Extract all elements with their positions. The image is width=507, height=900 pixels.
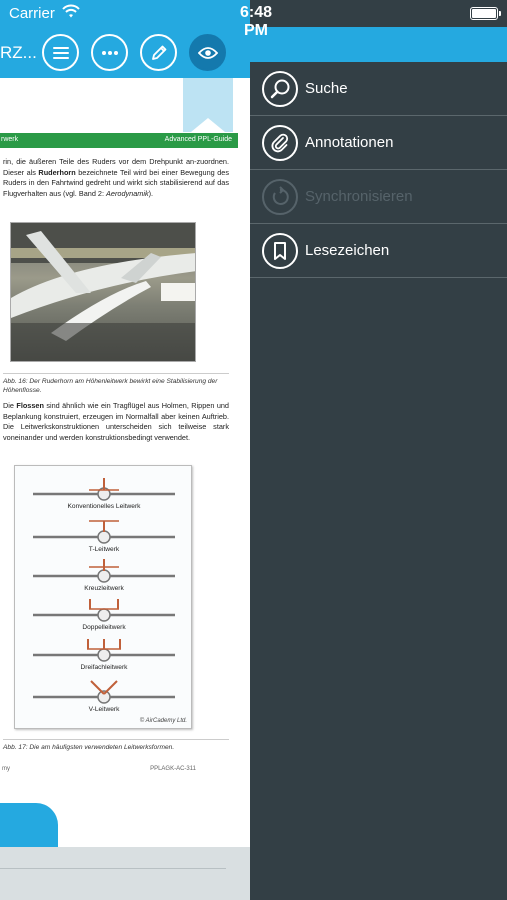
v-tail-drawing	[33, 681, 175, 703]
menu-item-label: Annotationen	[305, 134, 394, 151]
paragraph-ruderhorn: rin, die äußeren Teile des Ruders vor dem Drehpunkt an-zuordnen. Dieser als Ruderhorn bezeichnete Teil wird bei einer Bewegung des Ruders in den Fahrtwind gedreht und wirkt sich stabilisierend auf das Flugverhalten aus (vgl. Band 2: Aerodynamik).	[3, 157, 230, 198]
list-icon	[52, 46, 70, 60]
diagram-label: Kreuzleitwerk	[84, 585, 124, 592]
sync-icon	[262, 179, 298, 215]
page-header-book: Advanced PPL-Guide	[164, 136, 232, 143]
wifi-icon	[62, 4, 80, 22]
view-mode-button[interactable]	[189, 34, 226, 71]
bookmark-ribbon[interactable]	[183, 78, 233, 132]
pencil-icon	[150, 44, 168, 62]
status-bar	[0, 0, 507, 39]
paragraph-flossen: Die Flossen sind ähnlich wie ein Tragflügel aus Holmen, Rippen und Beplankung konstruiert, erzeugen im Normalfall aber keinen Auftrieb. Die Leitwerkskonstruktionen unterscheiden sich teilweise stark voneinander und werden konstruktionsbedingt verwendet.	[3, 401, 229, 442]
menu-header	[250, 27, 507, 62]
page-footer-code: PPLAGK-AC-311	[150, 766, 196, 772]
menu-item-sync[interactable]	[250, 170, 507, 224]
diagram-label: Konventionelles Leitwerk	[67, 503, 141, 510]
menu-item-search[interactable]	[250, 62, 507, 116]
diagram-label: Doppelleitwerk	[82, 624, 126, 631]
carrier-label: Carrier	[9, 5, 55, 22]
diagram-label: T-Leitwerk	[88, 546, 120, 553]
side-menu	[250, 0, 507, 900]
document-panel	[0, 0, 250, 900]
edit-button[interactable]	[140, 34, 177, 71]
menu-item-label: Synchronisieren	[305, 188, 413, 205]
list-button[interactable]	[42, 34, 79, 71]
t-tail-drawing	[33, 521, 175, 543]
more-button[interactable]	[91, 34, 128, 71]
next-page-area	[0, 847, 250, 900]
figure-caption-16: Abb. 16: Der Ruderhorn am Höhenleitwerk bewirkt eine Stabilisierung der Höhenflosse.	[3, 373, 229, 395]
tail-types-diagram	[14, 465, 192, 729]
search-icon	[262, 71, 298, 107]
battery-icon	[470, 7, 498, 20]
page-footer	[0, 766, 238, 776]
eye-icon	[198, 46, 218, 60]
triple-tail-drawing	[33, 639, 175, 661]
menu-item-annotations[interactable]	[250, 116, 507, 170]
clock: 6:48 PM	[239, 4, 273, 39]
twin-tail-drawing	[33, 599, 175, 621]
page-tab[interactable]	[0, 803, 58, 847]
cross-tail-drawing	[33, 559, 175, 582]
menu-item-label: Lesezeichen	[305, 242, 390, 259]
document-title[interactable]: RZ...	[0, 43, 37, 62]
more-icon	[101, 50, 119, 56]
paperclip-icon	[262, 125, 298, 161]
diagram-label: Dreifachleitwerk	[80, 664, 128, 671]
diagram-label: V-Leitwerk	[88, 706, 120, 713]
page-header-chapter: rwerk	[1, 136, 19, 143]
page-header	[0, 133, 238, 148]
diagram-copyright: © AirCademy Ltd.	[139, 718, 187, 724]
menu-item-label: Suche	[305, 80, 348, 97]
conventional-tail-drawing	[33, 478, 175, 500]
menu-item-bookmarks[interactable]	[250, 224, 507, 278]
figure-caption-17: Abb. 17: Die am häufigsten verwendeten Leitwerksformen.	[3, 739, 229, 752]
bookmark-icon	[262, 233, 298, 269]
ruderhorn-photo	[10, 222, 196, 362]
page-footer-left: my	[2, 766, 10, 772]
